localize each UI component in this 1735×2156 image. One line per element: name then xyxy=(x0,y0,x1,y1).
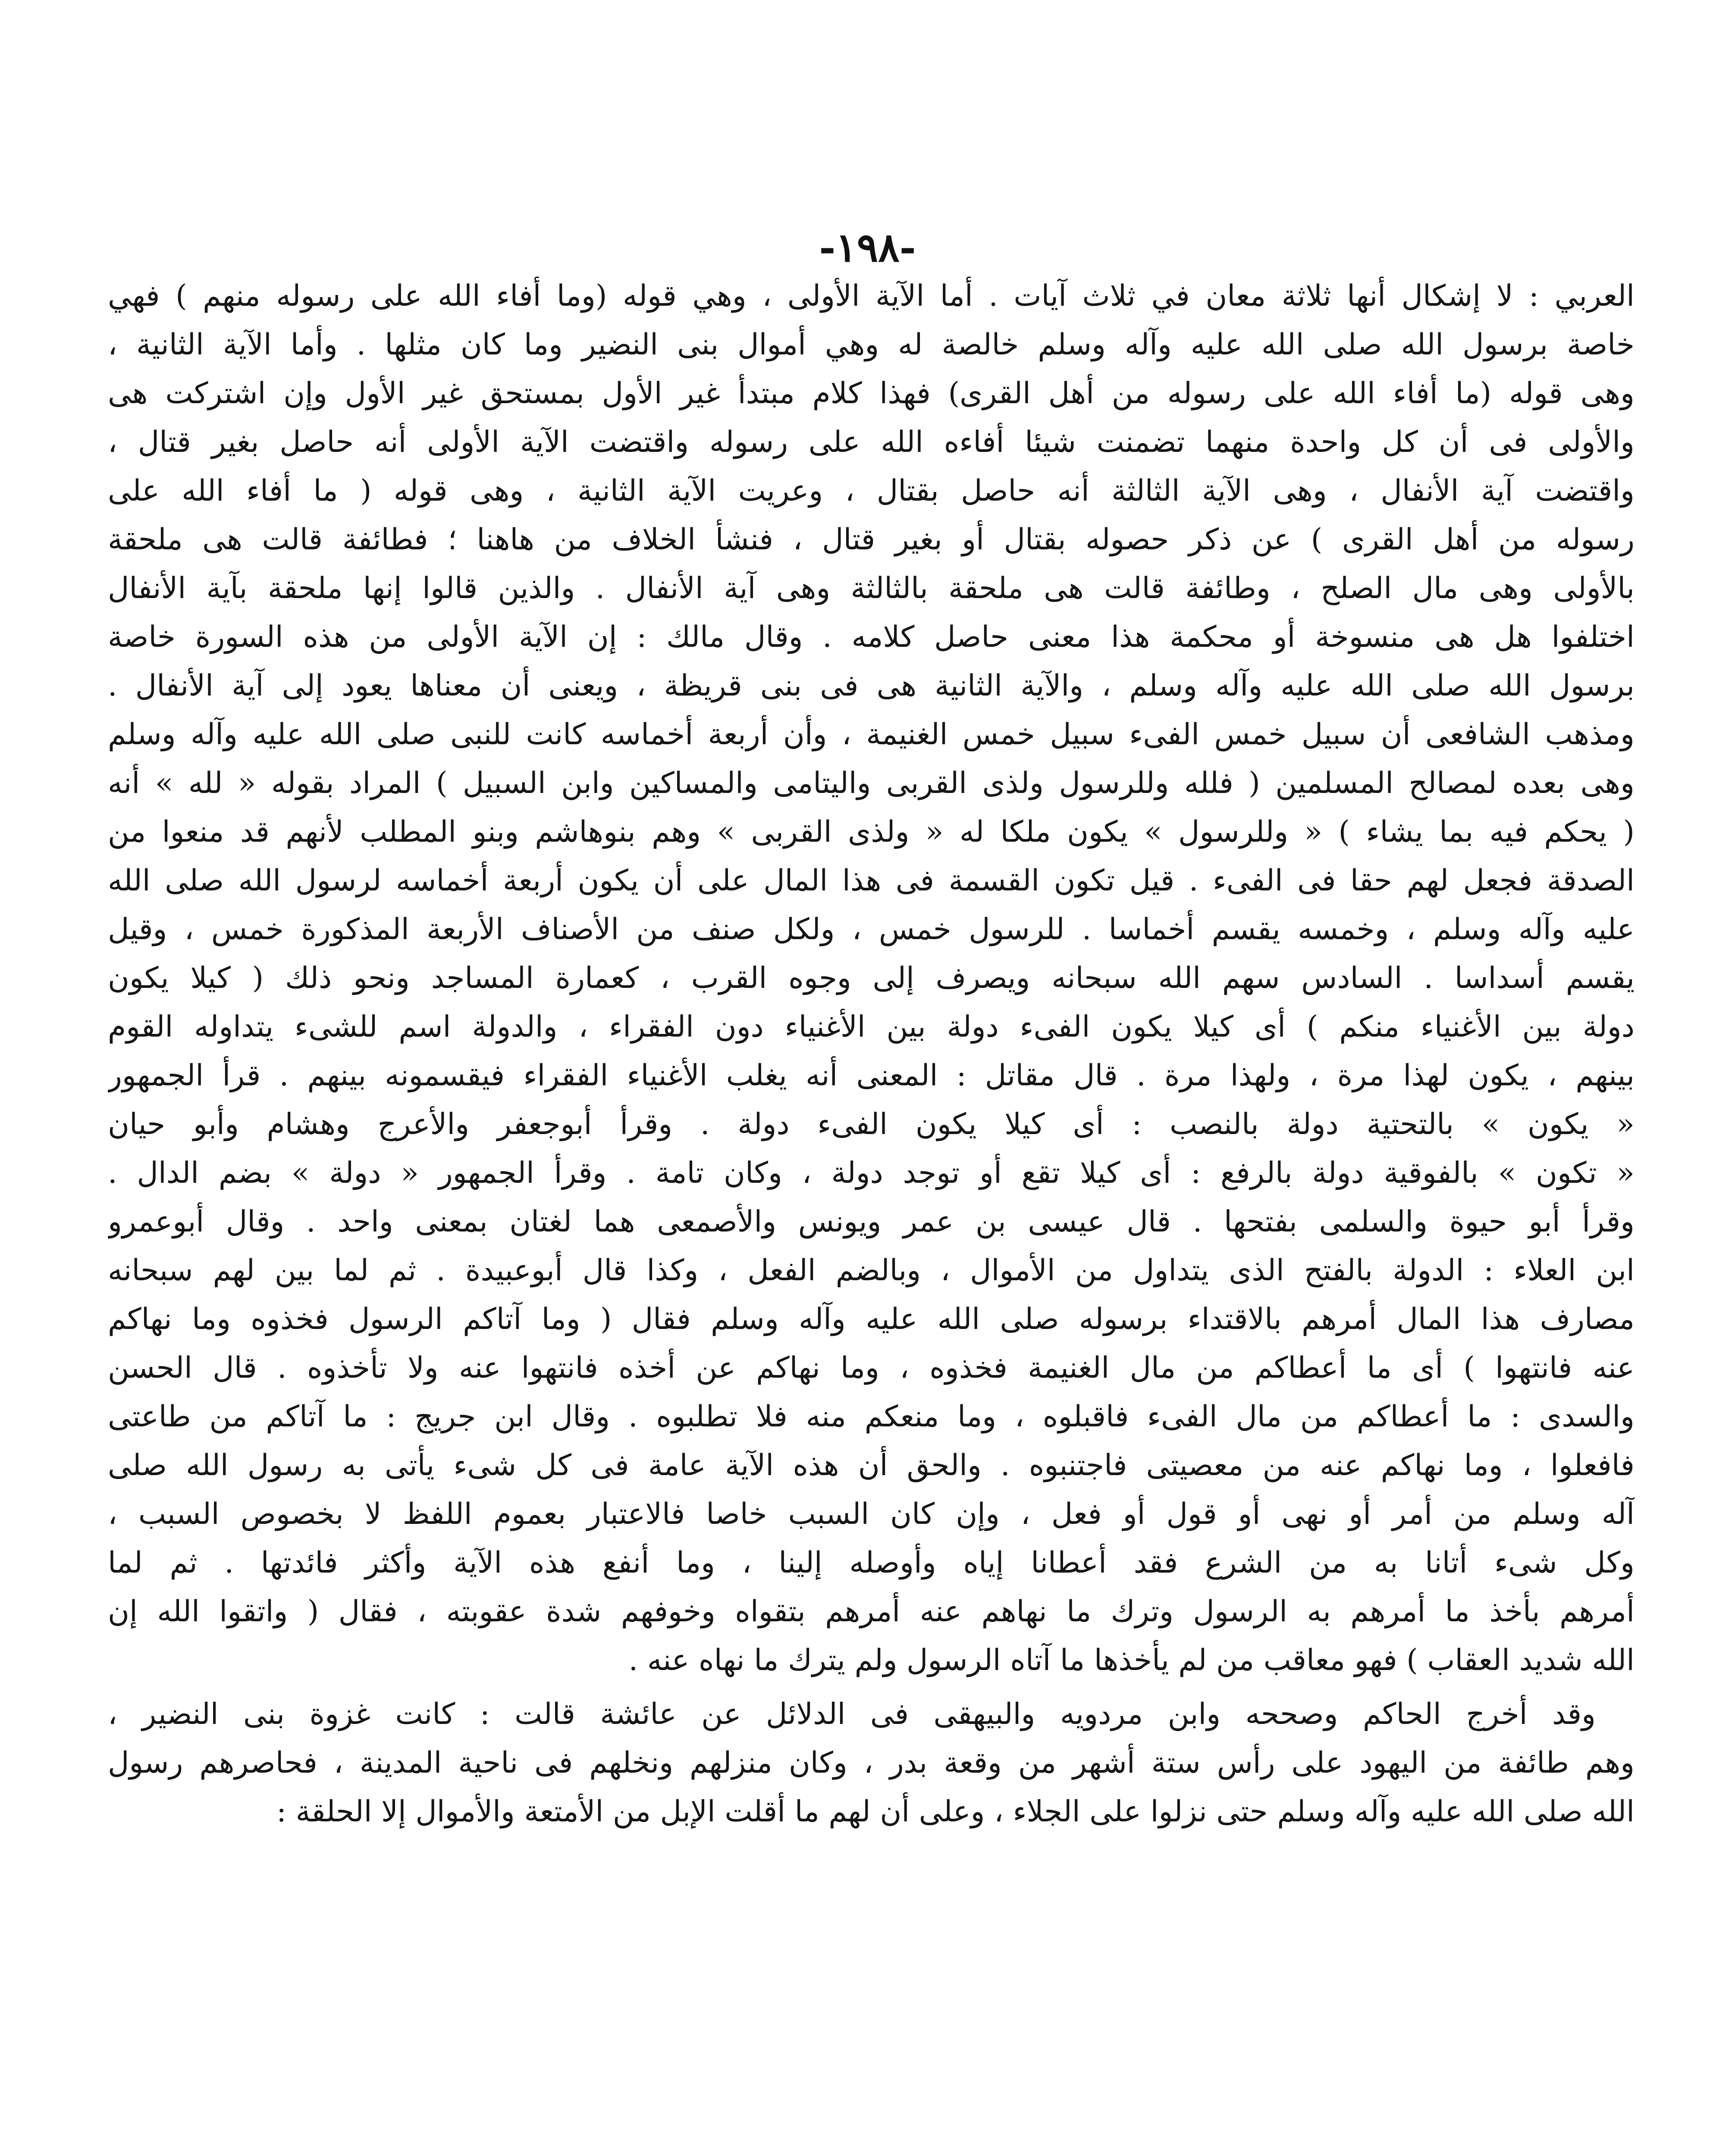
text-line: ومذهب الشافعى أن سبيل خمس الفىء سبيل خمس الغنيمة ، وأن أربعة أخماسه كانت للنبى صلى الله عليه وآله وسلم xyxy=(108,718,1635,752)
text-line: الله صلى الله عليه وآله وسلم حتى نزلوا على الجلاء ، وعلى أن لهم ما أقلت الإبل من الأمتعة والأموال إلا الحلقة : xyxy=(276,1795,1635,1829)
text-line: خاصة برسول الله صلى الله عليه وآله وسلم خالصة له وهي أموال بنى النضير وما كان مثلها . وأما الآية الثانية ، xyxy=(108,328,1635,362)
text-line: وهى قوله (ما أفاء الله على رسوله من أهل القرى) فهذا كلام مبتدأ غير الأول بمستحق غير الأول وإن اشتركت هى xyxy=(108,376,1635,411)
page-number: -١٩٨- xyxy=(819,224,916,271)
text-line: أمرهم بأخذ ما أمرهم به الرسول وترك ما نهاهم عنه أمرهم بتقواه وخوفهم شدة عقوبته ، فقال ( واتقوا الله إن xyxy=(108,1595,1635,1629)
text-line: عليه وآله وسلم ، وخمسه يقسم أخماسا . للرسول خمس ، ولكل صنف من الأصناف الأربعة المذكورة خمس ، وقيل xyxy=(108,912,1635,946)
text-line: دولة بين الأغنياء منكم ) أى كيلا يكون الفىء دولة بين الأغنياء دون الفقراء ، والدولة اسم للشىء يتداوله القوم xyxy=(108,1010,1635,1044)
text-line: بينهم ، يكون لهذا مرة ، ولهذا مرة . قال مقاتل : المعنى أنه يغلب الأغنياء الفقراء فيقسمونه بينهم . قرأ الجمهور xyxy=(108,1059,1635,1093)
text-line: وهى بعده لمصالح المسلمين ( فلله وللرسول ولذى القربى واليتامى والمساكين وابن السبيل ) المراد بقوله « لله » أنه xyxy=(108,766,1635,800)
text-line: مصارف هذا المال أمرهم بالاقتداء برسوله صلى الله عليه وآله وسلم فقال ( وما آتاكم الرسول فخذوه وما نهاكم xyxy=(108,1302,1635,1336)
text-line: اختلفوا هل هى منسوخة أو محكمة هذا معنى حاصل كلامه . وقال مالك : إن الآية الأولى من هذه السورة خاصة xyxy=(108,620,1635,654)
text-line: برسول الله صلى الله عليه وآله وسلم ، والآية الثانية هى فى بنى قريظة ، ويعنى أن معناها يعود إلى آية الأنفال . xyxy=(108,669,1635,703)
text-line: والأولى فى أن كل واحدة منهما تضمنت شيئا أفاءه الله على رسوله واقتضت الآية الأولى أنه حاصل بغير قتال ، xyxy=(108,425,1635,459)
text-line: وهم طائفة من اليهود على رأس ستة أشهر من وقعة بدر ، وكان منزلهم ونخلهم فى ناحية المدينة ، فحاصرهم رسول xyxy=(108,1746,1635,1780)
text-line: « تكون » بالفوقية دولة بالرفع : أى كيلا تقع أو توجد دولة ، وكان تامة . وقرأ الجمهور « دولة » بضم الدال . xyxy=(108,1156,1635,1190)
text-line: العربي : لا إشكال أنها ثلاثة معان في ثلاث آيات . أما الآية الأولى ، وهي قوله (وما أفاء الله على رسوله منهم ) فهي xyxy=(108,279,1635,313)
text-line: واقتضت آية الأنفال ، وهى الآية الثالثة أنه حاصل بقتال ، وعريت الآية الثانية ، وهى قوله ( ما أفاء الله على xyxy=(108,474,1635,508)
paragraph-gap xyxy=(108,1685,1635,1690)
body-text xyxy=(108,272,1635,1836)
text-line: عنه فانتهوا ) أى ما أعطاكم من مال الغنيمة فخذوه ، وما نهاكم عن أخذه فانتهوا عنه ولا تأخذوه . قال الحسن xyxy=(108,1351,1635,1385)
text-line: فافعلوا ، وما نهاكم عنه من معصيتى فاجتنبوه . والحق أن هذه الآية عامة فى كل شىء يأتى به رسول الله صلى xyxy=(108,1448,1635,1482)
text-line: والسدى : ما أعطاكم من مال الفىء فاقبلوه ، وما منعكم منه فلا تطلبوه . وقال ابن جريج : ما آتاكم من طاعتى xyxy=(108,1400,1635,1434)
text-line: وقرأ أبو حيوة والسلمى بفتحها . قال عيسى بن عمر ويونس والأصمعى هما لغتان بمعنى واحد . وقال أبوعمرو xyxy=(108,1205,1635,1239)
text-line: الصدقة فجعل لهم حقا فى الفىء . قيل تكون القسمة فى هذا المال على أن يكون أربعة أخماسه لرسول الله صلى الله xyxy=(108,864,1635,898)
text-line: الله شديد العقاب ) فهو معاقب من لم يأخذها ما آتاه الرسول ولم يترك ما نهاه عنه . xyxy=(628,1643,1635,1677)
text-line: « يكون » بالتحتية دولة بالنصب : أى كيلا يكون الفىء دولة . وقرأ أبوجعفر والأعرج وهشام وأبو حيان xyxy=(108,1107,1635,1141)
text-line: ابن العلاء : الدولة بالفتح الذى يتداول من الأموال ، وبالضم الفعل ، وكذا قال أبوعبيدة . ثم لما بين لهم سبحانه xyxy=(108,1253,1635,1288)
text-line: يقسم أسداسا . السادس سهم الله سبحانه ويصرف إلى وجوه القرب ، كعمارة المساجد ونحو ذلك ( كيلا يكون xyxy=(108,961,1635,995)
text-line: ( يحكم فيه بما يشاء ) « وللرسول » يكون ملكا له « ولذى القربى » وهم بنوهاشم وبنو المطلب لأنهم قد منعوا من xyxy=(108,815,1635,849)
text-line: رسوله من أهل القرى ) عن ذكر حصوله بقتال أو بغير قتال ، فنشأ الخلاف من هاهنا ؛ فطائفة قالت هى ملحقة xyxy=(108,523,1635,557)
text-line: وكل شىء أتانا به من الشرع فقد أعطانا إياه وأوصله إلينا ، وما أنفع هذه الآية وأكثر فائدتها . ثم لما xyxy=(108,1546,1635,1580)
text-line: بالأولى وهى مال الصلح ، وطائفة قالت هى ملحقة بالثالثة وهى آية الأنفال . والذين قالوا إنها ملحقة بآية الأنفال xyxy=(108,571,1635,605)
text-line: آله وسلم من أمر أو نهى أو قول أو فعل ، وإن كان السبب خاصا فالاعتبار بعموم اللفظ لا بخصوص السبب ، xyxy=(108,1497,1635,1531)
text-line: وقد أخرج الحاكم وصححه وابن مردويه والبيهقى فى الدلائل عن عائشة قالت : كانت غزوة بنى النضير ، xyxy=(108,1697,1596,1731)
